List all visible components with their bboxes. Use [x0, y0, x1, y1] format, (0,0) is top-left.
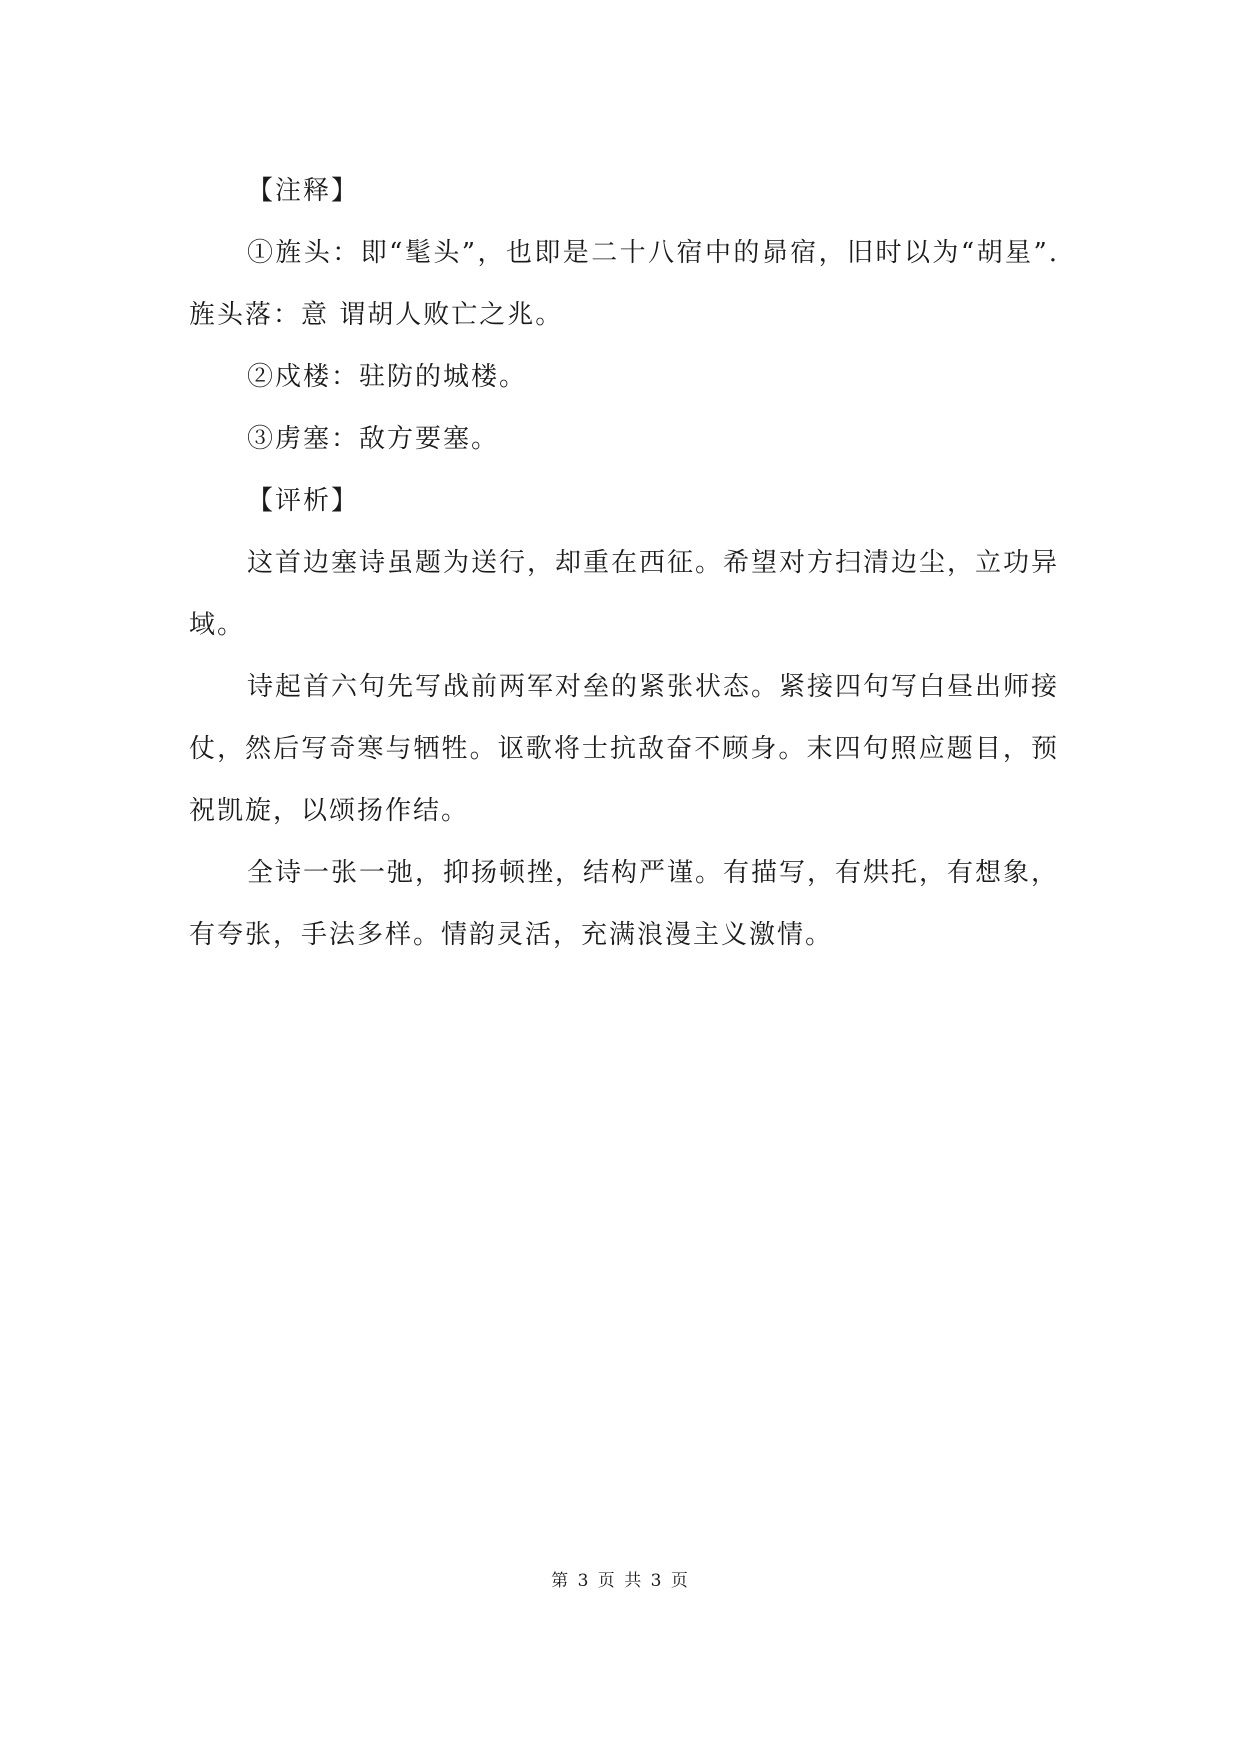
analysis-paragraph-2: 诗起首六句先写战前两军对垒的紧张状态。紧接四句写白昼出师接仗，然后写奇寒与牺牲。讴歌将士抗敌奋不顾身。末四句照应题目，预祝凯旋，以颂扬作结。 — [189, 672, 1060, 826]
analysis-paragraph-3: 全诗一张一弛，抑扬顿挫，结构严谨。有描写，有烘托，有想象，有夸张，手法多样。情韵灵活，充满浪漫主义激情。 — [189, 858, 1060, 950]
annotation-note-2: ②戍楼：驻防的城楼。 — [247, 362, 528, 392]
annotation-note-3: ③虏塞：敌方要塞。 — [247, 424, 500, 454]
annotation-heading: 【注释】 — [247, 176, 360, 206]
annotation-note-1: ①旌头：即“髦头”，也即是二十八宿中的昴宿，旧时以为“胡星”.旌头落：意 谓胡人败亡之兆。 — [189, 238, 1059, 330]
analysis-heading: 【评析】 — [247, 486, 360, 516]
document-body — [189, 160, 1059, 966]
page-footer: 第 3 页 共 3 页 — [551, 1571, 690, 1591]
analysis-paragraph-1: 这首边塞诗虽题为送行，却重在西征。希望对方扫清边尘，立功异域。 — [189, 548, 1060, 640]
